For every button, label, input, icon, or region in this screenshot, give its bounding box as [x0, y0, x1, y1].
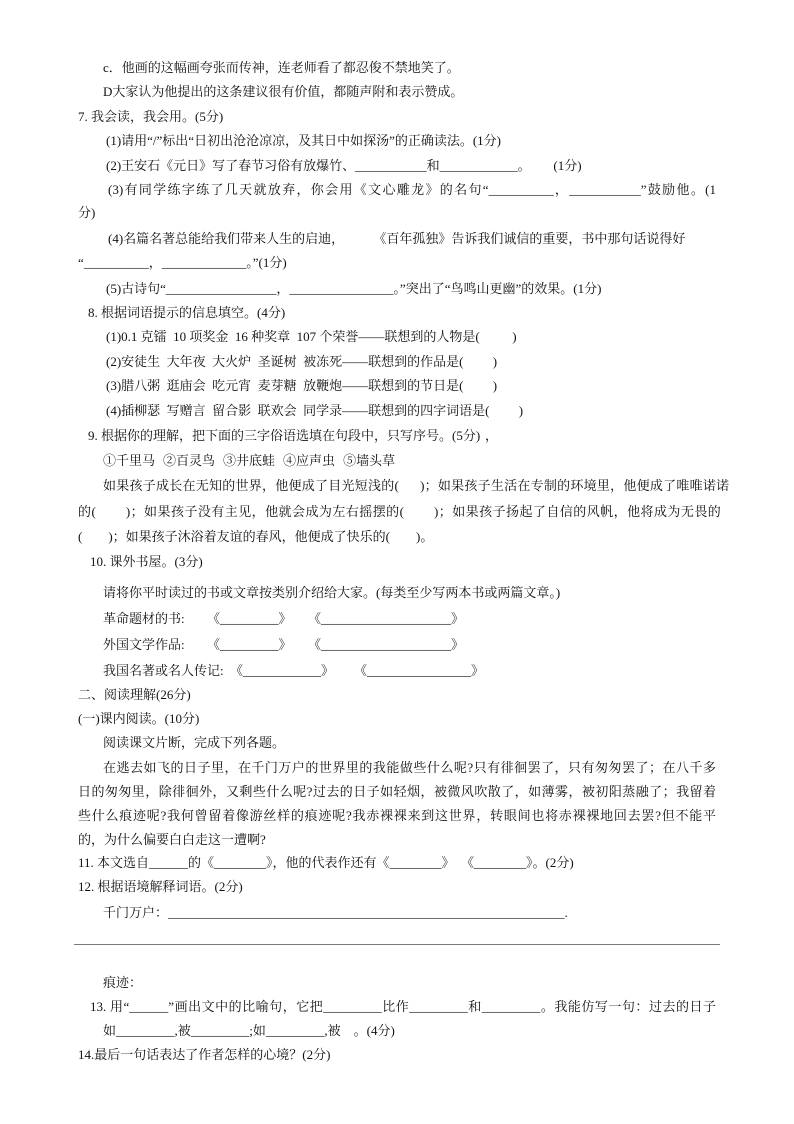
q8-item-3: (3)腊八粥 逛庙会 吃元宵 麦芽糖 放鞭炮——联想到的节日是( ) — [106, 378, 498, 393]
q9-option-2: ②百灵鸟 — [163, 453, 216, 468]
q10-book-blank: 《_________》 — [207, 611, 292, 626]
q9-paragraph-line: 的( )；如果孩子没有主见，他就会成为左右摇摆的( )；如果孩子扬起了自信的风帆，他将成为无畏的 — [78, 504, 722, 519]
q8-title: 8. 根据词语提示的信息填空。(4分) — [88, 305, 286, 320]
q10-category-row — [0, 637, 794, 653]
passage-line: 些什么痕迹呢?我何曾留着像游丝样的痕迹呢?我赤裸裸来到这世界，转眼间也将赤裸裸地回去罢?但不能平 — [78, 808, 716, 823]
page-break-divider — [74, 944, 720, 945]
q10-category-label: 革命题材的书: — [103, 611, 185, 626]
q6-option-c: c．他画的这幅画夸张而传神，连老师看了都忍俊不禁地笑了。 — [103, 60, 460, 75]
q9-paragraph-line: ( )；如果孩子沐浴着友谊的春风，他便成了快乐的( )。 — [78, 529, 434, 544]
q13-line: 13. 用“______”画出文中的比喻句，它把_________比作_________和_________。我能仿写一句：过去的日子 — [90, 999, 716, 1014]
reading-instruction: 阅读课文片断，完成下列各题。 — [103, 735, 286, 750]
q9-options — [103, 453, 395, 469]
q8-item-4: (4)插柳瑟 写赠言 留合影 联欢会 同学录——联想到的四字词语是( ) — [106, 403, 524, 418]
q10-category-label: 我国名著或名人传记: — [103, 663, 224, 678]
passage-line: 在逃去如飞的日子里，在千门万户的世界里的我能做些什么呢?只有徘徊罢了，只有匆匆罢了；在八千多 — [103, 760, 716, 775]
q8-item-1: (1)0.1 克镭 10 项奖金 16 种奖章 107 个荣誉——联想到的人物是( ) — [106, 329, 517, 344]
q10-category-row — [0, 611, 794, 627]
q11-text: 11. 本文选自______的《________》，他的代表作还有《________》 《________》。(2分) — [78, 855, 574, 870]
q10-book-blank: 《____________________》 — [308, 611, 465, 626]
q7-title: 7. 我会读，我会用。(5分) — [78, 109, 224, 124]
q10-book-blank: 《________________》 — [354, 663, 485, 678]
passage-line: 的，为什么偏要白白走这一遭啊? — [78, 832, 266, 847]
q12-term: 痕迹： — [103, 975, 143, 990]
passage-line: 日的匆匆里，除徘徊外，又剩些什么呢?过去的日子如轻烟，被微风吹散了，如薄雾，被初阳蒸融了；我留着 — [78, 784, 716, 799]
q9-option-1: ①千里马 — [103, 453, 156, 468]
q9-option-3: ③井底蛙 — [223, 453, 276, 468]
q10-book-blank: 《____________________》 — [308, 637, 465, 652]
q10-title: 10. 课外书屋。(3分) — [90, 554, 203, 569]
q7-item-1: (1)请用“/”标出“日初出沧沧凉凉，及其日中如探汤”的正确读法。(1分) — [106, 133, 502, 148]
q7-item-3-continued: 分) — [78, 205, 96, 220]
section-title: 二、阅读理解(26分) — [78, 687, 191, 702]
q12-term: 千门万户：_____________________________________________________________. — [103, 905, 568, 920]
q10-category-row — [0, 663, 794, 679]
q9-paragraph-line: 如果孩子成长在无知的世界，他便成了目光短浅的( )；如果孩子生活在专制的环境里，他便成了唯唯诺诺 — [103, 478, 730, 493]
q10-book-blank: 《____________》 — [230, 663, 335, 678]
q7-item-5: (5)古诗句“_________________，________________。”突出了“鸟鸣山更幽”的效果。(1分) — [106, 281, 602, 296]
q10-book-blank: 《_________》 — [207, 637, 292, 652]
q7-item-4: (4)名篇名著总能给我们带来人生的启迪， 《百年孤独》告诉我们诚信的重要，书中那句话说得好 — [108, 231, 686, 246]
q13-line: 如_________,被_________;如_________,被 。(4分) — [103, 1023, 395, 1038]
q10-category-label: 外国文学作品: — [103, 637, 185, 652]
q12-title: 12. 根据语境解释词语。(2分) — [78, 879, 243, 894]
q7-item-2: (2)王安石《元日》写了春节习俗有放爆竹、___________和____________。 (1分) — [106, 158, 582, 173]
q9-title: 9. 根据你的理解，把下面的三字俗语选填在句段中，只写序号。(5分) — [88, 428, 481, 443]
q7-item-4-continued: “__________，_____________。”(1分) — [78, 255, 287, 270]
q10-instruction: 请将你平时读过的书或文章按类别介绍给大家。(每类至少写两本书或两篇文章。) — [103, 585, 561, 600]
q6-option-d: D大家认为他提出的这条建议很有价值，都随声附和表示赞成。 — [103, 84, 464, 99]
q9-option-5: ⑤墙头草 — [343, 453, 396, 468]
part-title: (一)课内阅读。(10分) — [78, 711, 200, 726]
q9-title-tail: ， — [485, 428, 499, 443]
q8-item-2: (2)安徒生 大年夜 大火炉 圣诞树 被冻死——联想到的作品是( ) — [106, 354, 498, 369]
q14-text: 14.最后一句话表达了作者怎样的心境？(2分) — [78, 1047, 331, 1062]
q9-option-4: ④应声虫 — [283, 453, 336, 468]
q7-item-3: (3)有同学练字练了几天就放弃，你会用《文心雕龙》的名句“__________，___________”鼓励他。(1 — [108, 182, 716, 197]
